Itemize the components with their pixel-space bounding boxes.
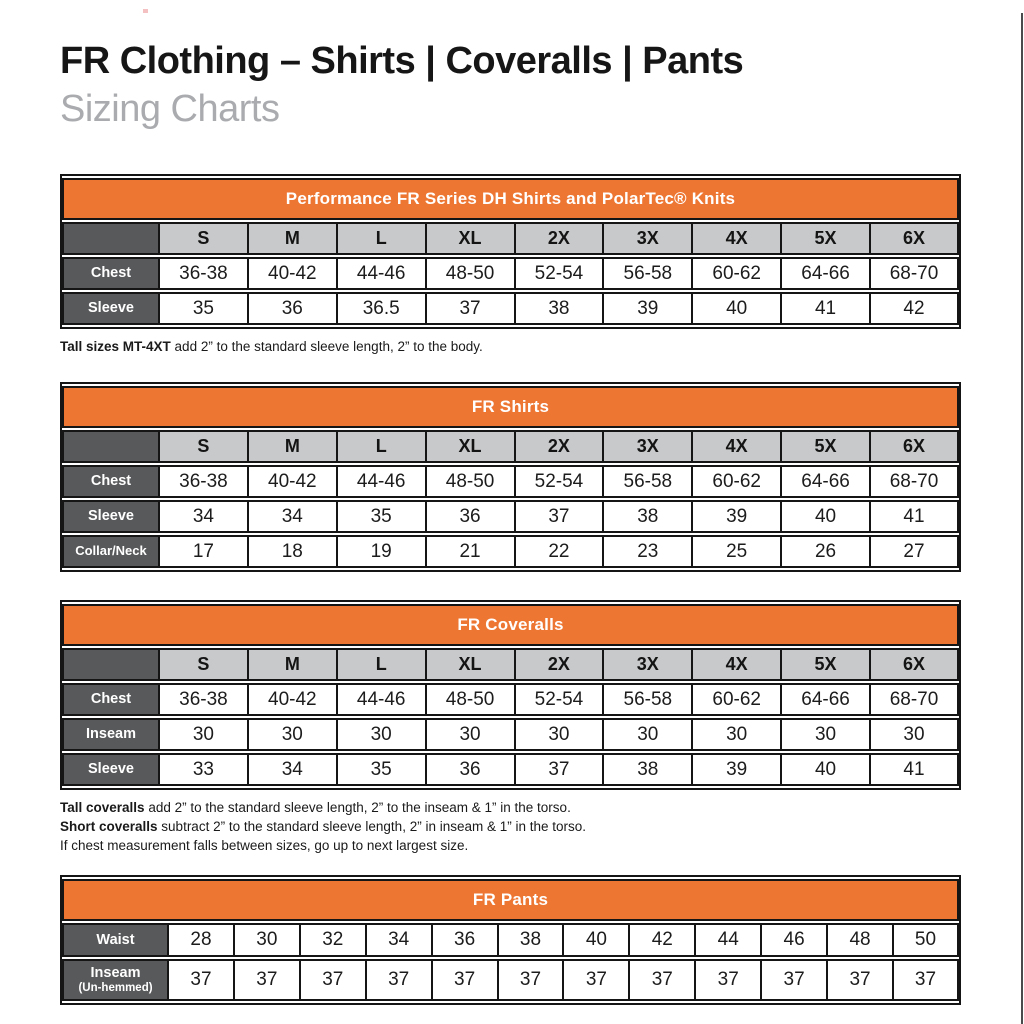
row-label: Inseam xyxy=(62,718,159,751)
value-cell: 37 xyxy=(432,959,498,1001)
size-header-cell: M xyxy=(248,430,337,463)
value-cell: 18 xyxy=(248,535,337,568)
value-cell: 34 xyxy=(248,753,337,786)
size-header-cell: 2X xyxy=(515,222,604,255)
value-cell: 41 xyxy=(870,500,959,533)
table-performance-fr-knits xyxy=(60,174,961,329)
value-cell: 30 xyxy=(603,718,692,751)
value-cell: 50 xyxy=(893,923,959,957)
value-cell: 30 xyxy=(515,718,604,751)
size-table-fr-shirts xyxy=(60,382,961,572)
value-cell: 36 xyxy=(248,292,337,325)
value-cell: 44-46 xyxy=(337,683,426,716)
value-cell: 52-54 xyxy=(515,257,604,290)
pink-speck-artifact xyxy=(143,9,148,13)
size-header-cell: S xyxy=(159,430,248,463)
value-cell: 17 xyxy=(159,535,248,568)
value-cell: 40 xyxy=(781,753,870,786)
value-cell: 56-58 xyxy=(603,257,692,290)
table-band-title: FR Coveralls xyxy=(62,604,959,646)
page-edge-line xyxy=(1021,13,1023,1024)
size-header-cell: M xyxy=(248,648,337,681)
table-fr-pants xyxy=(60,875,961,1005)
value-cell: 52-54 xyxy=(515,465,604,498)
value-cell: 36.5 xyxy=(337,292,426,325)
notes-coveralls xyxy=(60,798,961,855)
size-header-cell: 3X xyxy=(603,648,692,681)
note-line: Tall coveralls add 2” to the standard sleeve length, 2” to the inseam & 1” in the torso. xyxy=(60,800,571,815)
size-header-cell: 4X xyxy=(692,430,781,463)
value-cell: 40 xyxy=(781,500,870,533)
size-header-cell: XL xyxy=(426,648,515,681)
value-cell: 48-50 xyxy=(426,683,515,716)
value-cell: 44-46 xyxy=(337,257,426,290)
corner-cell xyxy=(62,222,159,255)
size-header-cell: 5X xyxy=(781,222,870,255)
value-cell: 40-42 xyxy=(248,257,337,290)
size-header-cell: 3X xyxy=(603,222,692,255)
size-header-cell: 2X xyxy=(515,430,604,463)
row-sublabel: (Un-hemmed) xyxy=(78,982,153,995)
note-bold-lead: Tall sizes MT-4XT xyxy=(60,339,175,354)
size-table-performance-fr-knits xyxy=(60,174,961,329)
value-cell: 37 xyxy=(498,959,564,1001)
size-header-cell: M xyxy=(248,222,337,255)
value-cell: 68-70 xyxy=(870,683,959,716)
value-cell: 44-46 xyxy=(337,465,426,498)
note-bold-lead: Short coveralls xyxy=(60,819,162,834)
value-cell: 35 xyxy=(159,292,248,325)
value-cell: 40-42 xyxy=(248,683,337,716)
table-fr-coveralls xyxy=(60,600,961,790)
value-cell: 37 xyxy=(366,959,432,1001)
size-table-fr-coveralls xyxy=(60,600,961,790)
table-band-title: FR Pants xyxy=(62,879,959,921)
size-header-cell: 6X xyxy=(870,430,959,463)
value-cell: 64-66 xyxy=(781,683,870,716)
value-cell: 38 xyxy=(603,500,692,533)
value-cell: 23 xyxy=(603,535,692,568)
row-label: Chest xyxy=(62,465,159,498)
note-line: If chest measurement falls between sizes, go up to next largest size. xyxy=(60,838,469,853)
value-cell: 26 xyxy=(781,535,870,568)
value-cell: 37 xyxy=(234,959,300,1001)
value-cell: 36 xyxy=(432,923,498,957)
value-cell: 33 xyxy=(159,753,248,786)
value-cell: 46 xyxy=(761,923,827,957)
value-cell: 21 xyxy=(426,535,515,568)
size-header-cell: S xyxy=(159,222,248,255)
value-cell: 36 xyxy=(426,753,515,786)
note-tall-sizes xyxy=(60,337,961,356)
value-cell: 34 xyxy=(159,500,248,533)
value-cell: 37 xyxy=(300,959,366,1001)
value-cell: 44 xyxy=(695,923,761,957)
row-label: Inseam (Un-hemmed) xyxy=(62,959,168,1001)
value-cell: 32 xyxy=(300,923,366,957)
size-header-cell: L xyxy=(337,222,426,255)
value-cell: 40 xyxy=(692,292,781,325)
value-cell: 37 xyxy=(761,959,827,1001)
value-cell: 38 xyxy=(515,292,604,325)
value-cell: 37 xyxy=(893,959,959,1001)
value-cell: 41 xyxy=(781,292,870,325)
value-cell: 52-54 xyxy=(515,683,604,716)
value-cell: 56-58 xyxy=(603,683,692,716)
value-cell: 60-62 xyxy=(692,257,781,290)
value-cell: 42 xyxy=(870,292,959,325)
size-header-cell: S xyxy=(159,648,248,681)
value-cell: 68-70 xyxy=(870,465,959,498)
row-label: Sleeve xyxy=(62,500,159,533)
value-cell: 39 xyxy=(692,500,781,533)
value-cell: 30 xyxy=(870,718,959,751)
value-cell: 34 xyxy=(366,923,432,957)
page-subtitle: Sizing Charts xyxy=(60,88,280,130)
value-cell: 37 xyxy=(426,292,515,325)
size-header-cell: L xyxy=(337,648,426,681)
value-cell: 22 xyxy=(515,535,604,568)
table-fr-shirts xyxy=(60,382,961,572)
value-cell: 48-50 xyxy=(426,257,515,290)
size-header-cell: 4X xyxy=(692,222,781,255)
size-header-cell: L xyxy=(337,430,426,463)
value-cell: 48 xyxy=(827,923,893,957)
value-cell: 48-50 xyxy=(426,465,515,498)
value-cell: 40 xyxy=(563,923,629,957)
size-header-cell: 2X xyxy=(515,648,604,681)
row-label: Collar/Neck xyxy=(62,535,159,568)
value-cell: 37 xyxy=(827,959,893,1001)
row-label: Sleeve xyxy=(62,753,159,786)
value-cell: 56-58 xyxy=(603,465,692,498)
value-cell: 40-42 xyxy=(248,465,337,498)
value-cell: 37 xyxy=(515,753,604,786)
size-header-cell: 3X xyxy=(603,430,692,463)
value-cell: 64-66 xyxy=(781,465,870,498)
size-header-cell: XL xyxy=(426,430,515,463)
value-cell: 25 xyxy=(692,535,781,568)
size-table-fr-pants xyxy=(60,875,961,1005)
value-cell: 36-38 xyxy=(159,257,248,290)
value-cell: 35 xyxy=(337,753,426,786)
value-cell: 30 xyxy=(159,718,248,751)
value-cell: 30 xyxy=(692,718,781,751)
value-cell: 37 xyxy=(168,959,234,1001)
note-line: Short coveralls subtract 2” to the standard sleeve length, 2” in inseam & 1” in the torso. xyxy=(60,819,587,834)
corner-cell xyxy=(62,648,159,681)
value-cell: 64-66 xyxy=(781,257,870,290)
value-cell: 36-38 xyxy=(159,683,248,716)
value-cell: 30 xyxy=(248,718,337,751)
value-cell: 39 xyxy=(603,292,692,325)
value-cell: 42 xyxy=(629,923,695,957)
row-label: Chest xyxy=(62,257,159,290)
value-cell: 30 xyxy=(234,923,300,957)
page-title: FR Clothing – Shirts | Coveralls | Pants xyxy=(60,40,744,82)
value-cell: 39 xyxy=(692,753,781,786)
size-header-cell: 6X xyxy=(870,222,959,255)
value-cell: 19 xyxy=(337,535,426,568)
value-cell: 35 xyxy=(337,500,426,533)
value-cell: 37 xyxy=(629,959,695,1001)
note-bold-lead: Tall coveralls xyxy=(60,800,149,815)
size-header-cell: 4X xyxy=(692,648,781,681)
value-cell: 37 xyxy=(563,959,629,1001)
value-cell: 38 xyxy=(603,753,692,786)
value-cell: 30 xyxy=(781,718,870,751)
value-cell: 30 xyxy=(337,718,426,751)
value-cell: 60-62 xyxy=(692,465,781,498)
table-band-title: FR Shirts xyxy=(62,386,959,428)
sizing-sheet xyxy=(60,0,961,1005)
value-cell: 60-62 xyxy=(692,683,781,716)
size-header-cell: 5X xyxy=(781,648,870,681)
value-cell: 37 xyxy=(515,500,604,533)
note-line: Tall sizes MT-4XT add 2” to the standard sleeve length, 2” to the body. xyxy=(60,339,483,354)
value-cell: 34 xyxy=(248,500,337,533)
row-label: Sleeve xyxy=(62,292,159,325)
value-cell: 30 xyxy=(426,718,515,751)
value-cell: 38 xyxy=(498,923,564,957)
value-cell: 41 xyxy=(870,753,959,786)
value-cell: 36 xyxy=(426,500,515,533)
row-label: Chest xyxy=(62,683,159,716)
value-cell: 28 xyxy=(168,923,234,957)
size-header-cell: XL xyxy=(426,222,515,255)
size-header-cell: 5X xyxy=(781,430,870,463)
corner-cell xyxy=(62,430,159,463)
value-cell: 68-70 xyxy=(870,257,959,290)
value-cell: 37 xyxy=(695,959,761,1001)
size-header-cell: 6X xyxy=(870,648,959,681)
value-cell: 36-38 xyxy=(159,465,248,498)
table-band-title: Performance FR Series DH Shirts and PolarTec® Knits xyxy=(62,178,959,220)
row-label: Waist xyxy=(62,923,168,957)
value-cell: 27 xyxy=(870,535,959,568)
